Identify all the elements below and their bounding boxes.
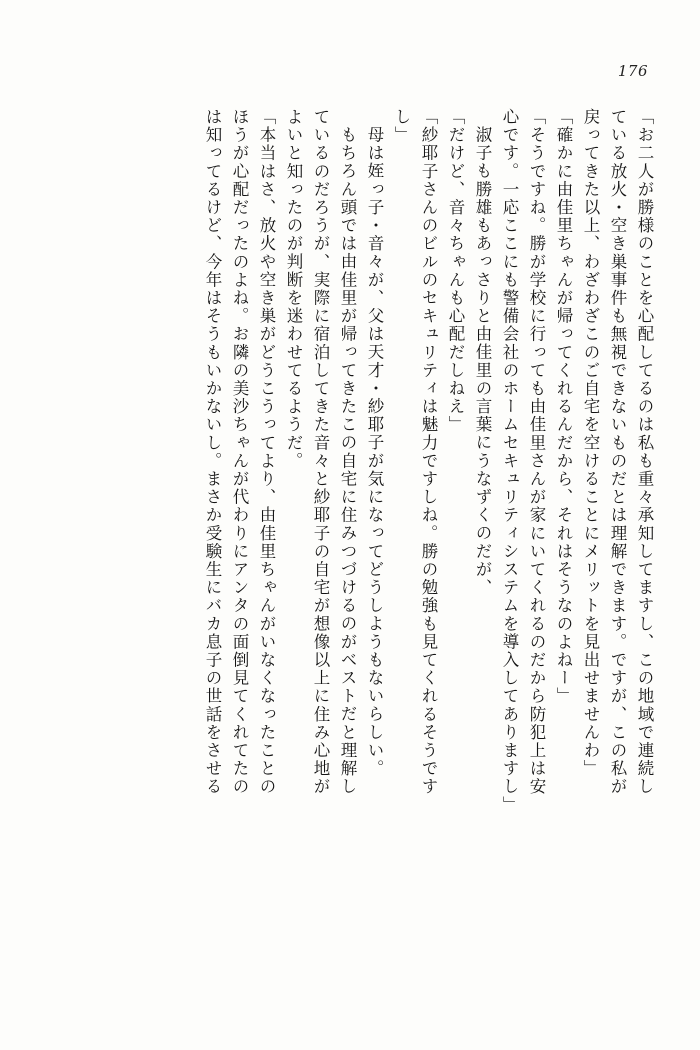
text-column: し」 bbox=[392, 108, 411, 145]
text-column: ほうが心配だったのよね。お隣の美沙ちゃんが代わりにアンタの面倒見てくれてたの bbox=[230, 108, 249, 796]
page-number: 176 bbox=[617, 62, 648, 80]
text-column: ているのだろうが、実際に宿泊してきた音々と紗耶子の自宅が想像以上に住み心地が bbox=[311, 108, 330, 796]
text-column: よいと知ったのが判断を迷わせてるようだ。 bbox=[284, 108, 303, 470]
text-column: 「確かに由佳里ちゃんが帰ってくれるんだから、それはそうなのよねー」 bbox=[554, 108, 573, 706]
text-column: もちろん頭では由佳里が帰ってきたこの自宅に住みつづけるのがベストだと理解し bbox=[338, 126, 357, 796]
text-column: 「お二人が勝様のことを心配してるのは私も重々承知してますし、この地域で連続し bbox=[635, 108, 654, 796]
text-column: 母は姪っ子・音々が、父は天才・紗耶子が気になってどうしようもないらしい。 bbox=[365, 126, 384, 778]
text-column: 戻ってきた以上、わざわざこのご自宅を空けることにメリットを見出せませんわ」 bbox=[581, 108, 600, 778]
text-column: 「本当はさ、放火や空き巣がどうこうってより、由佳里ちゃんがいなくなったことの bbox=[257, 108, 276, 796]
text-column: 「だけど、音々ちゃんも心配だしねえ」 bbox=[446, 108, 465, 434]
text-column: 淑子も勝雄もあっさりと由佳里の言葉にうなずくのだが、 bbox=[473, 126, 492, 597]
text-column: 「紗耶子さんのビルのセキュリティは魅力ですしね。勝の勉強も見てくれるそうです bbox=[419, 108, 438, 796]
text-column: は知ってるけど、今年はそうもいかないし。まさか受験生にバカ息子の世話をさせる bbox=[203, 108, 222, 796]
text-column: 心です。一応ここにも警備会社のホームセキュリティシステムを導入してありますし」 bbox=[500, 108, 519, 814]
text-column: ている放火・空き巣事件も無視できないものだとは理解できます。ですが、この私が bbox=[608, 108, 627, 796]
vertical-text-body bbox=[48, 108, 652, 994]
text-column: 「そうですね。勝が学校に行っても由佳里さんが家にいてくれるのだから防犯上は安 bbox=[527, 108, 546, 796]
